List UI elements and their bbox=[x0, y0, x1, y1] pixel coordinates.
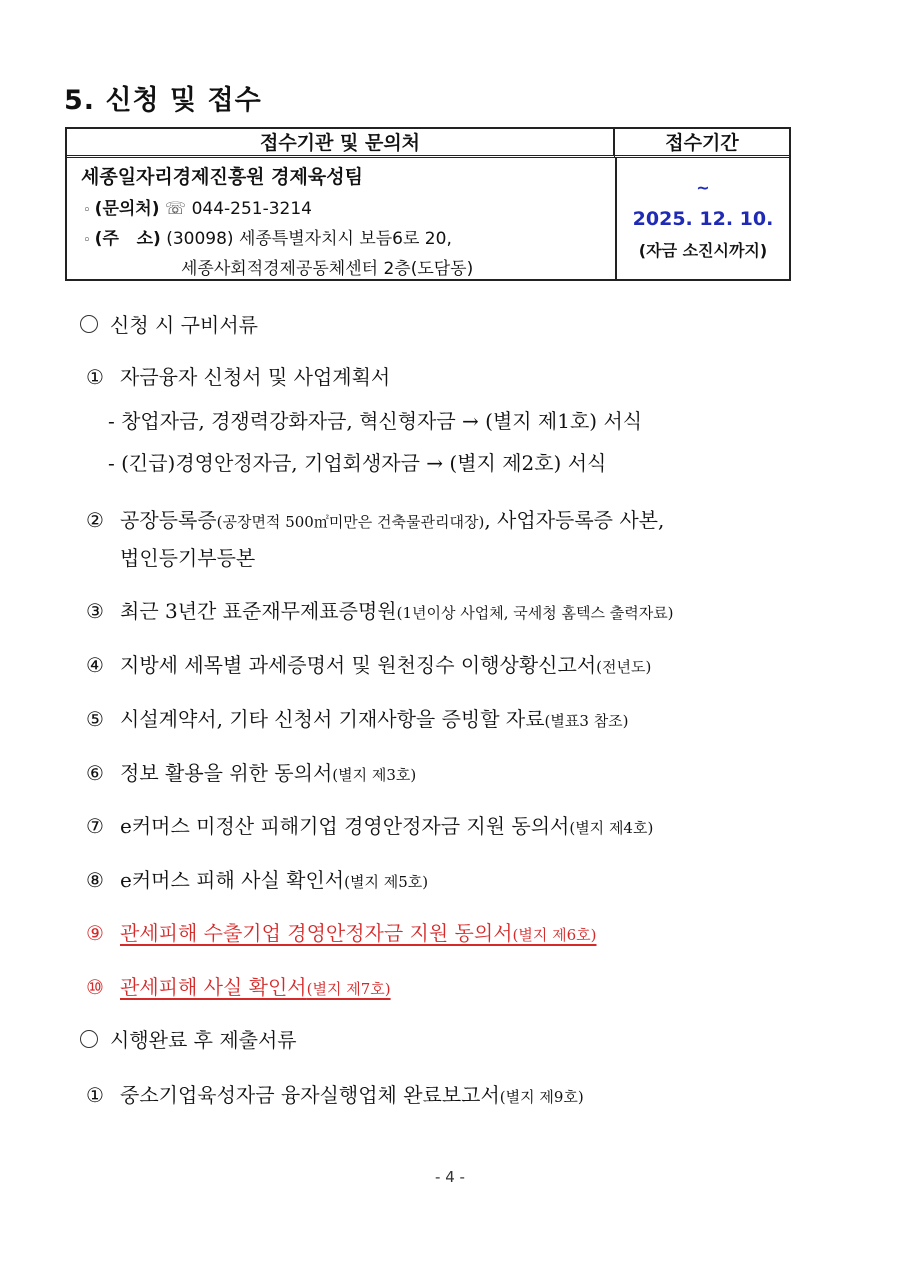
item-text: 시설계약서, 기타 신청서 기재사항을 증빙할 자료 bbox=[120, 707, 545, 731]
circle-bullet-icon bbox=[80, 315, 98, 333]
list-item-highlight bbox=[86, 971, 391, 1000]
list-item bbox=[86, 864, 428, 893]
org-name: 세종일자리경제진흥원 경제육성팀 bbox=[81, 166, 363, 188]
docs-heading-text: 신청 시 구비서류 bbox=[110, 313, 258, 337]
item-number: ⑧ bbox=[86, 868, 104, 892]
item-note: (별지 제7호) bbox=[306, 980, 391, 998]
item-text: e커머스 피해 사실 확인서 bbox=[120, 868, 345, 892]
list-item bbox=[86, 595, 674, 624]
after-heading bbox=[80, 1024, 297, 1053]
item-number: ⑨ bbox=[86, 921, 104, 945]
contact-line bbox=[83, 194, 312, 219]
item-note: (별지 제5호) bbox=[344, 873, 429, 891]
item-number: ④ bbox=[86, 653, 104, 677]
item-note: (별지 제4호) bbox=[569, 819, 654, 837]
bullet-icon: ◦ bbox=[83, 233, 91, 248]
item-note: (공장면적 500㎡미만은 건축물관리대장) bbox=[216, 513, 485, 531]
list-item bbox=[86, 703, 629, 732]
list-item bbox=[86, 504, 664, 533]
item-number: ③ bbox=[86, 599, 104, 623]
list-item bbox=[86, 757, 416, 786]
sub-item: - (긴급)경영안정자금, 기업회생자금 → (별지 제2호) 서식 bbox=[108, 451, 607, 475]
item-text: 중소기업육성자금 융자실행업체 완료보고서 bbox=[120, 1083, 500, 1107]
period-date: 2025. 12. 10. bbox=[632, 208, 774, 230]
list-item bbox=[86, 649, 651, 678]
item-text: 정보 활용을 위한 동의서 bbox=[120, 761, 333, 785]
contact-value: 044-251-3214 bbox=[191, 199, 312, 219]
section-title: 5. 신청 및 접수 bbox=[64, 85, 262, 116]
item-number: ⑤ bbox=[86, 707, 104, 731]
item-number: ⑩ bbox=[86, 975, 104, 999]
period-note: (자금 소진시까지) bbox=[638, 241, 768, 260]
period-cell bbox=[617, 158, 789, 279]
info-table bbox=[65, 127, 791, 281]
list-item bbox=[86, 361, 390, 390]
agency-cell bbox=[67, 158, 615, 279]
item-text: , 사업자등록증 사본, bbox=[484, 508, 665, 532]
item-text: 관세피해 수출기업 경영안정자금 지원 동의서 bbox=[120, 921, 513, 945]
bullet-icon: ◦ bbox=[83, 203, 91, 218]
address-line bbox=[83, 224, 452, 249]
sub-item: - 창업자금, 경쟁력강화자금, 혁신형자금 → (별지 제1호) 서식 bbox=[108, 409, 643, 433]
item-note: (1년이상 사업체, 국세청 홈텍스 출력자료) bbox=[396, 604, 674, 622]
list-item bbox=[86, 810, 653, 839]
after-heading-text: 시행완료 후 제출서류 bbox=[110, 1028, 297, 1052]
address-line2: 세종사회적경제공동체센터 2층(도담동) bbox=[181, 259, 474, 279]
item-number: ② bbox=[86, 508, 104, 532]
item-text: 지방세 세목별 과세증명서 및 원천징수 이행상황신고서 bbox=[120, 653, 597, 677]
contact-label: (문의처) bbox=[94, 199, 160, 219]
item-text: 관세피해 사실 확인서 bbox=[120, 975, 307, 999]
list-item bbox=[86, 1079, 584, 1108]
docs-heading bbox=[80, 309, 258, 338]
period-tilde: ~ bbox=[696, 178, 710, 197]
item-text: 최근 3년간 표준재무제표증명원 bbox=[120, 599, 397, 623]
item-text: e커머스 미정산 피해기업 경영안정자금 지원 동의서 bbox=[120, 814, 570, 838]
item-number: ⑥ bbox=[86, 761, 104, 785]
address-label: (주 소) bbox=[94, 229, 161, 249]
item-number: ⑦ bbox=[86, 814, 104, 838]
item-number: ① bbox=[86, 365, 104, 389]
phone-icon: ☏ bbox=[164, 199, 187, 219]
item-number: ① bbox=[86, 1083, 104, 1107]
page-number: - 4 - bbox=[435, 1168, 465, 1186]
item-text: 공장등록증 bbox=[120, 508, 217, 532]
item-text: 자금융자 신청서 및 사업계획서 bbox=[120, 365, 391, 389]
item-note: (별지 제6호) bbox=[512, 926, 597, 944]
item-note: (전년도) bbox=[596, 658, 652, 676]
item-note: (별지 제9호) bbox=[499, 1088, 584, 1106]
item-note: (별표3 참조) bbox=[544, 712, 629, 730]
table-header-agency: 접수기관 및 문의처 bbox=[67, 129, 615, 158]
table-header-period: 접수기간 bbox=[615, 129, 789, 158]
item-continuation: 법인등기부등본 bbox=[120, 546, 256, 570]
list-item-highlight bbox=[86, 917, 597, 946]
circle-bullet-icon bbox=[80, 1030, 98, 1048]
item-note: (별지 제3호) bbox=[332, 766, 417, 784]
address-line1: (30098) 세종특별자치시 보듬6로 20, bbox=[166, 229, 452, 249]
